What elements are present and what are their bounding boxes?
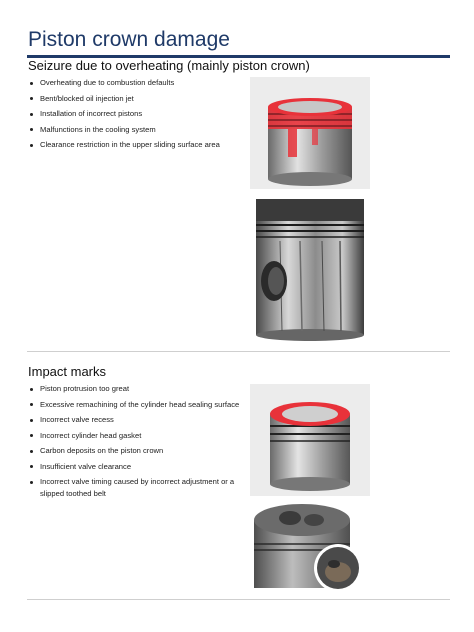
list-item: Incorrect valve timing caused by incorrect adjustment or a slipped toothed belt <box>28 476 240 500</box>
list-item: Insufficient valve clearance <box>28 461 240 473</box>
section-title-seizure: Seizure due to overheating (mainly piston crown) <box>28 58 310 73</box>
list-item: Excessive remachining of the cylinder head sealing surface <box>28 399 240 411</box>
section-divider <box>27 599 450 600</box>
list-item: Piston protrusion too great <box>28 383 240 395</box>
page-title: Piston crown damage <box>28 28 230 51</box>
list-item: Incorrect valve recess <box>28 414 240 426</box>
seized-piston-image <box>250 191 370 343</box>
list-item: Carbon deposits on the piston crown <box>28 445 240 457</box>
list-item: Malfunctions in the cooling system <box>28 124 233 136</box>
section-divider <box>27 351 450 352</box>
list-item: Installation of incorrect pistons <box>28 108 233 120</box>
impact-causes-list <box>28 383 240 504</box>
impact-damage-image <box>250 498 370 594</box>
list-item: Overheating due to combustion defaults <box>28 77 233 89</box>
list-item: Incorrect cylinder head gasket <box>28 430 240 442</box>
piston-marked-image <box>250 77 370 189</box>
list-item: Clearance restriction in the upper sliding surface area <box>28 139 233 151</box>
section-title-impact-marks: Impact marks <box>28 364 107 379</box>
piston-crown-marked-image <box>250 384 370 496</box>
list-item: Bent/blocked oil injection jet <box>28 93 233 105</box>
seizure-causes-list <box>28 77 233 155</box>
